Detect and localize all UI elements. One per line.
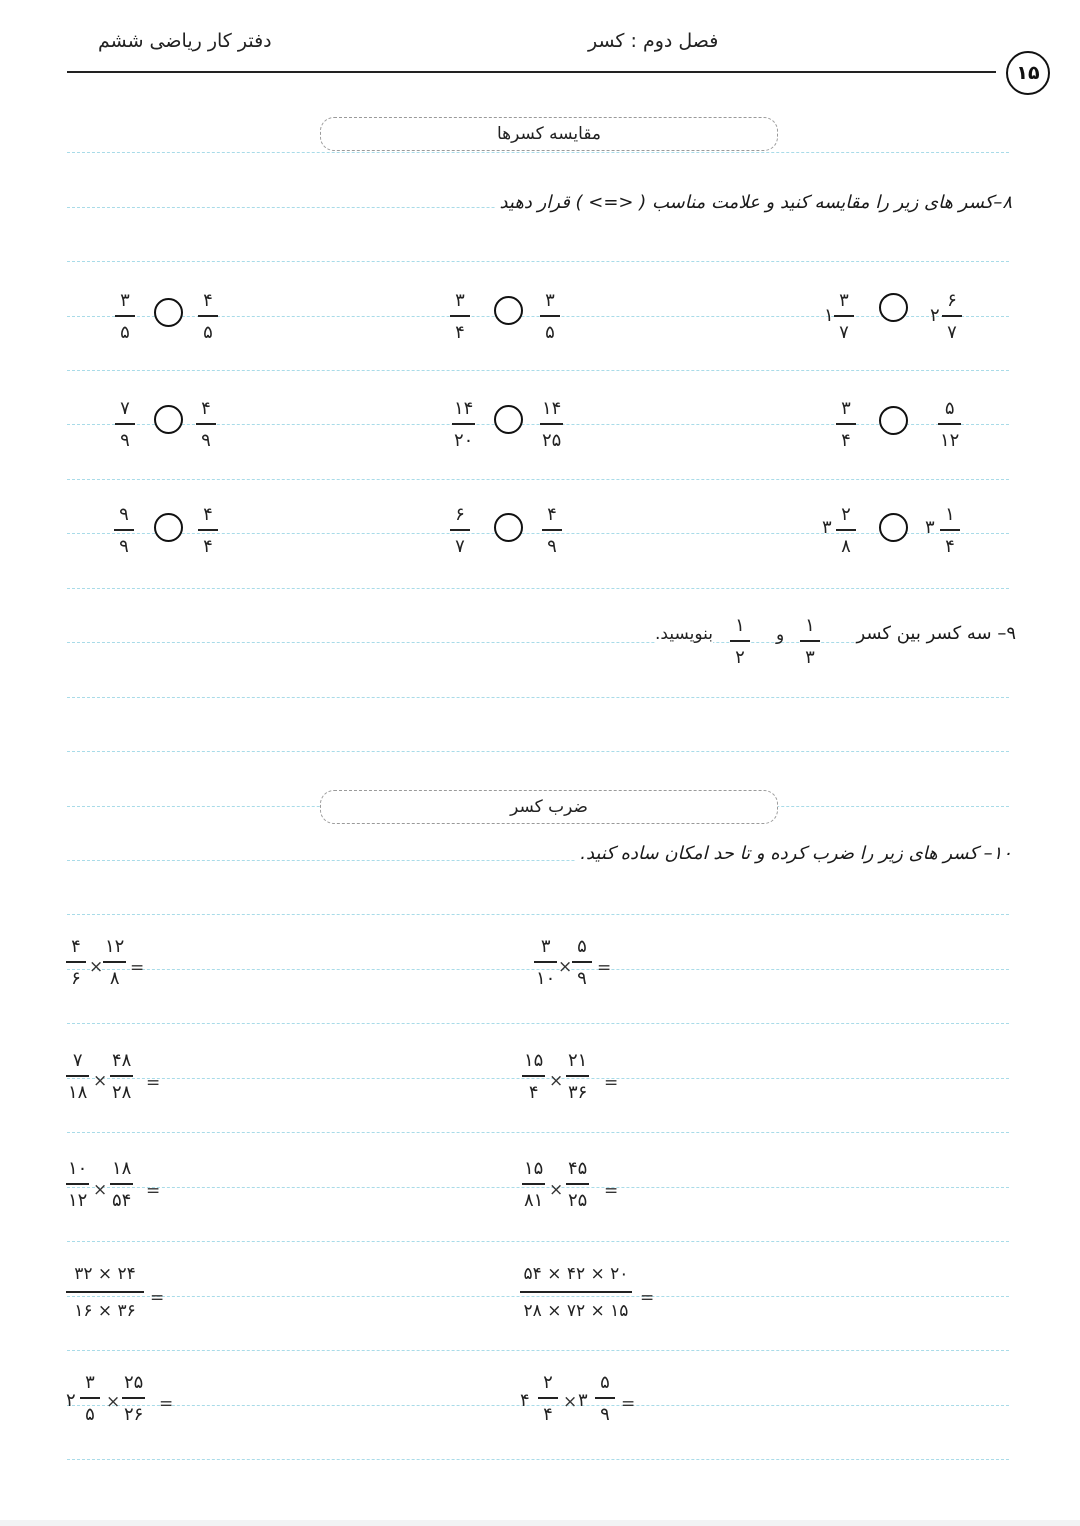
fraction: ۴ ۶ xyxy=(66,938,86,988)
equals-sign: = xyxy=(159,1394,174,1414)
fraction: ۲۵ ۲۶ xyxy=(124,1372,144,1425)
fraction: ۱۴ ۲۰ xyxy=(454,398,474,451)
whole-part: ۲ xyxy=(66,1390,76,1411)
fraction-one-half: ۱ ۲ xyxy=(730,617,750,667)
ruled-line xyxy=(67,1350,1009,1351)
fraction: ۱۸ ۵۴ xyxy=(112,1158,132,1211)
ruled-line xyxy=(67,1132,1009,1133)
fraction: ۱۵ ۴ xyxy=(524,1050,544,1103)
comparison-circle[interactable] xyxy=(494,296,523,325)
fraction: ۳ ۱۰ xyxy=(536,936,556,989)
page-bottom-band xyxy=(0,1520,1080,1526)
comparison-circle[interactable] xyxy=(879,293,908,322)
book-title: دفتر کار ریاضی ششم xyxy=(98,30,272,52)
fraction: ۳ ۴ xyxy=(836,400,856,450)
equals-sign: = xyxy=(640,1288,655,1308)
ruled-line xyxy=(67,1241,1009,1242)
question-9-prefix: ۹– سه کسر بین کسر xyxy=(856,623,1016,644)
equals-sign: = xyxy=(130,958,145,978)
ruled-line xyxy=(67,588,1009,589)
fraction: ۵ ۹ xyxy=(572,938,592,988)
equals-sign: = xyxy=(150,1288,165,1308)
ruled-line xyxy=(67,697,1009,698)
comparison-circle[interactable] xyxy=(154,513,183,542)
compound-fraction: ۳۲ × ۲۴ ۱۶ × ۳۶ xyxy=(66,1266,144,1320)
fraction: ۱۲ ۸ xyxy=(105,936,125,989)
ruled-line xyxy=(67,1023,1009,1024)
equals-sign: = xyxy=(597,958,612,978)
comparison-circle[interactable] xyxy=(494,405,523,434)
section-banner-compare xyxy=(320,117,778,151)
section-title: ضرب کسر xyxy=(510,797,588,817)
section-banner-multiply xyxy=(320,790,778,824)
header-divider xyxy=(67,71,996,73)
fraction: ۶ ۷ xyxy=(450,506,470,556)
fraction: ۷ ۹ xyxy=(115,400,135,450)
whole-part: ۴ xyxy=(520,1390,530,1411)
fraction: ۴ ۴ xyxy=(198,506,218,556)
whole-part: ۲ xyxy=(930,305,940,326)
fraction: ۹ ۹ xyxy=(114,506,134,556)
times-sign: × xyxy=(549,1180,564,1200)
fraction: ۲۱ ۳۶ xyxy=(568,1050,588,1103)
fraction: ۴۵ ۲۵ xyxy=(568,1158,588,1211)
equals-sign: = xyxy=(146,1181,161,1201)
comparison-circle[interactable] xyxy=(154,298,183,327)
conjunction: و xyxy=(776,625,785,645)
ruled-line xyxy=(67,479,1009,480)
fraction: ۳ ۵ xyxy=(115,292,135,342)
fraction: ۱۵ ۸۱ xyxy=(524,1158,544,1211)
fraction: ۴ ۹ xyxy=(542,506,562,556)
page-number: ۱۵ xyxy=(1016,62,1040,84)
times-sign: × xyxy=(563,1392,578,1412)
fraction: ۶ ۷ xyxy=(942,292,962,342)
fraction: ۴ ۵ xyxy=(198,292,218,342)
times-sign: × xyxy=(558,957,573,977)
question-9-suffix: بنویسید. xyxy=(655,624,713,644)
ruled-line xyxy=(67,751,1009,752)
equals-sign: = xyxy=(604,1073,619,1093)
fraction: ۳ ۵ xyxy=(540,292,560,342)
ruled-line xyxy=(67,370,1009,371)
fraction: ۳ ۴ xyxy=(450,292,470,342)
compound-fraction: ۵۴ × ۴۲ × ۲۰ ۲۸ × ۷۲ × ۱۵ xyxy=(520,1266,632,1320)
page-number-badge xyxy=(1006,51,1050,95)
section-title: مقایسه کسرها xyxy=(496,124,602,144)
ruled-line xyxy=(67,914,1009,915)
fraction: ۵ ۱۲ xyxy=(940,398,960,451)
whole-part: ۳ xyxy=(925,517,935,538)
equals-sign: = xyxy=(621,1394,636,1414)
ruled-line xyxy=(67,261,1009,262)
fraction: ۳ ۵ xyxy=(80,1374,100,1424)
comparison-circle[interactable] xyxy=(494,513,523,542)
comparison-circle[interactable] xyxy=(154,405,183,434)
fraction: ۲ ۸ xyxy=(836,506,856,556)
comparison-circle[interactable] xyxy=(879,406,908,435)
question-8-text: ۸–کسر های زیر را مقایسه کنید و علامت مناسب ( <=> ) قرار دهید xyxy=(495,192,1016,213)
equals-sign: = xyxy=(146,1073,161,1093)
comparison-circle[interactable] xyxy=(879,513,908,542)
times-sign: × xyxy=(89,957,104,977)
whole-part: ۳ xyxy=(578,1390,588,1411)
equals-sign: = xyxy=(604,1181,619,1201)
times-sign: × xyxy=(106,1392,121,1412)
fraction: ۷ ۱۸ xyxy=(68,1050,88,1103)
whole-part: ۳ xyxy=(822,517,832,538)
fraction: ۲ ۴ xyxy=(538,1374,558,1424)
times-sign: × xyxy=(549,1071,564,1091)
ruled-line xyxy=(67,152,1009,153)
question-10-text: ۱۰– کسر های زیر را ضرب کرده و تا حد امکان ساده کنید. xyxy=(576,843,1016,864)
chapter-title: فصل دوم : کسر xyxy=(588,30,719,52)
fraction: ۴۸ ۲۸ xyxy=(112,1050,132,1103)
times-sign: × xyxy=(93,1071,108,1091)
fraction: ۱۰ ۱۲ xyxy=(68,1158,88,1211)
fraction: ۴ ۹ xyxy=(196,400,216,450)
whole-part: ۱ xyxy=(824,305,834,326)
fraction: ۱ ۴ xyxy=(940,506,960,556)
fraction: ۳ ۷ xyxy=(834,292,854,342)
fraction: ۱۴ ۲۵ xyxy=(542,398,562,451)
times-sign: × xyxy=(93,1180,108,1200)
fraction: ۵ ۹ xyxy=(595,1374,615,1424)
fraction-one-third: ۱ ۳ xyxy=(800,617,820,667)
ruled-line xyxy=(67,1459,1009,1460)
